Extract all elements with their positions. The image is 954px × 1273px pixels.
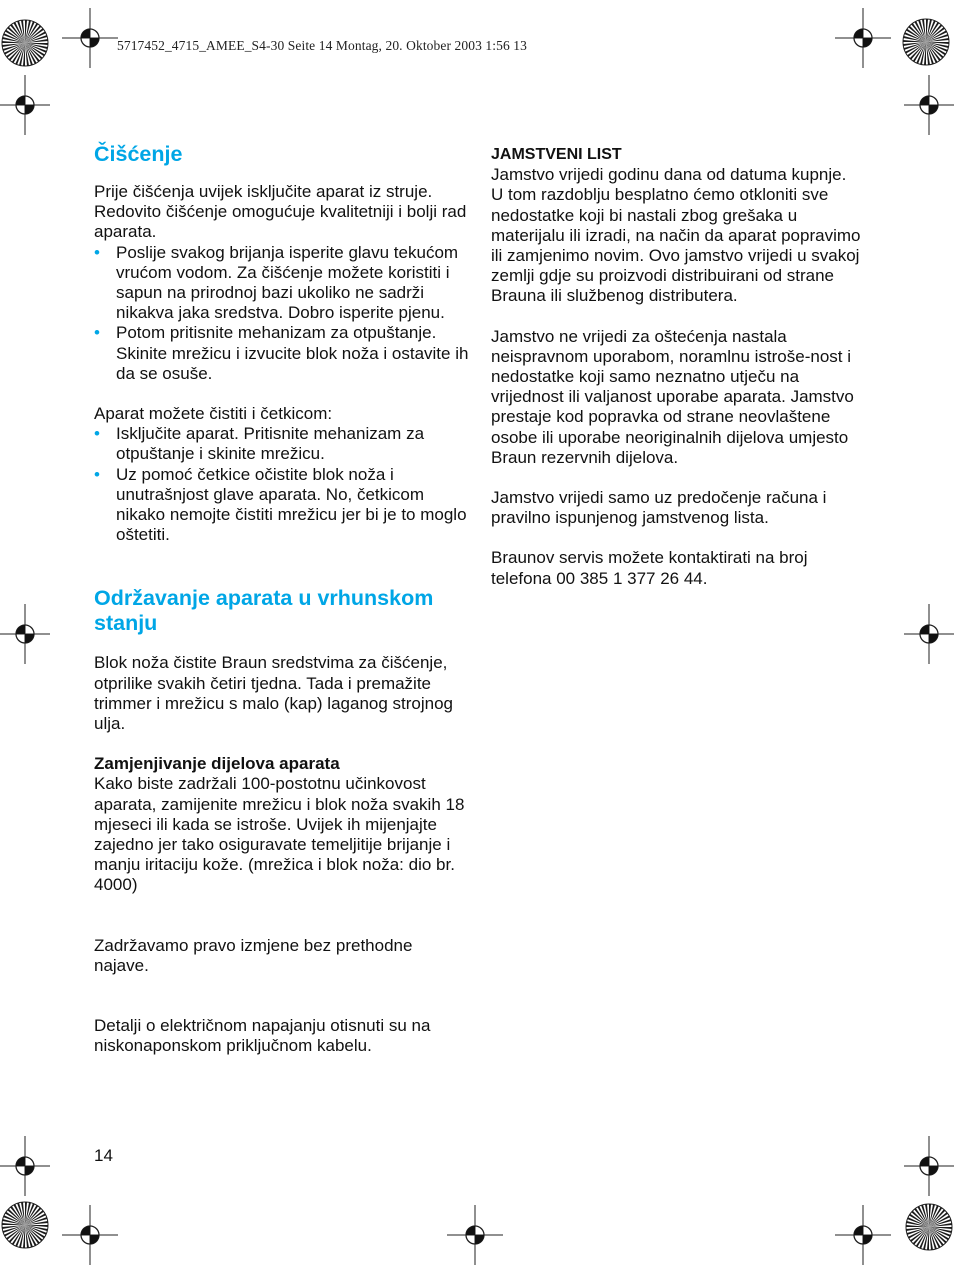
registration-mark-top-left-starburst: [0, 18, 50, 68]
warranty-paragraph-4: Braunov servis možete kontaktirati na broj telefona 00 385 1 377 26 44.: [491, 548, 808, 588]
changes-note: Zadržavamo pravo izmjene bez prethodne najave.: [94, 935, 413, 975]
brush-bullet-list: [94, 424, 469, 545]
registration-mark-bottom-right-starburst: [904, 1202, 954, 1252]
list-item: • Uz pomoć četkice očistite blok noža i unutrašnjost glave aparata. No, četkicom nikako nemojte čistiti mrežicu jer bi je to moglo oštetiti.: [94, 465, 469, 546]
crosshair-mark-left-top: [0, 75, 50, 135]
right-column: [491, 145, 861, 589]
crosshair-mark-bottom-2: [835, 1205, 891, 1265]
electrical-note: Detalji o električnom napajanju otisnuti su na niskonaponskom priključnom kabelu.: [94, 1016, 431, 1056]
maintenance-text: Blok noža čistite Braun sredstvima za čišćenje, otprilike svakih četiri tjedna. Tada i premažite trimmer i mrežicu s malo (kap) laganog strojnog ulja.: [94, 653, 454, 734]
crosshair-mark-left-bottom: [0, 1136, 50, 1196]
crosshair-mark-right-bottom: [904, 1136, 954, 1196]
crosshair-mark-right-top: [904, 75, 954, 135]
warranty-paragraph-3: Jamstvo vrijedi samo uz predočenje računa i pravilno ispunjenog jamstvenog lista.: [491, 488, 827, 528]
parts-replacement-text: Kako biste zadržali 100-postotnu učinkovost aparata, zamijenite mrežicu i blok noža svakih 18 mjeseci ili kada se istroše. Uvijek ih mijenjajte zajedno jer tako osiguravate temeljitije brijanje i manju iritaciju kože. (mrežica i blok noža: dio br. 4000): [94, 774, 465, 895]
cleaning-bullet-list: [94, 243, 469, 384]
warranty-paragraph-1: Jamstvo vrijedi godinu dana od datuma kupnje. U tom razdoblju besplatno ćemo otkloniti sve nedostatke koji bi nastali zbog grešaka u materijalu ili izradi, na način da aparat popravimo ili zamjenimo novim. Ovo jamstvo vrijedi u svakoj zemlji gdje su proizvodi distribuirani od strane Brauna ili službenog distributera.: [491, 165, 861, 306]
crosshair-mark-left-middle: [0, 604, 50, 664]
left-column: [94, 142, 469, 1057]
print-slug: 5717452_4715_AMEE_S4-30 Seite 14 Montag, 20. Oktober 2003 1:56 13: [117, 38, 527, 53]
list-item: • Poslije svakog brijanja isperite glavu tekućom vrućom vodom. Za čišćenje možete koristiti i sapun na prirodnoj bazi ukoliko ne sadrži nikakva jaka sredstva. Dobro isperite pjenu.: [94, 243, 469, 324]
warranty-title: JAMSTVENI LIST: [491, 146, 622, 163]
page-number: 14: [94, 1146, 113, 1165]
registration-mark-bottom-left-starburst: [0, 1200, 50, 1250]
brush-intro: Aparat možete čistiti i četkicom:: [94, 404, 333, 424]
list-item: • Isključite aparat. Pritisnite mehanizam za otpuštanje i skinite mrežicu.: [94, 424, 469, 464]
warranty-paragraph-2: Jamstvo ne vrijedi za oštećenja nastala neispravnom uporabom, noramlnu istroše-nost i nedostatke koji samo neznatno utječu na vrijednost ili valjanost uporabe aparata. Jamstvo prestaje kod popravka od strane neovlaštene osobe ili uporabe neoriginalnih dijelova umjesto Braun rezervnih dijelova.: [491, 326, 854, 467]
cleaning-intro: Prije čišćenja uvijek isključite aparat iz struje. Redovito čišćenje omogućuje kvalitetniji i bolji rad aparata.: [94, 182, 467, 242]
crosshair-mark-bottom-center: [447, 1205, 503, 1265]
list-item: • Potom pritisnite mehanizam za otpuštanje. Skinite mrežicu i izvucite blok noža i ostavite ih da se osuše.: [94, 323, 469, 384]
registration-mark-top-right-starburst: [901, 17, 951, 67]
crosshair-mark-bottom-1: [62, 1205, 118, 1265]
crosshair-mark-top-2: [835, 8, 891, 68]
section-heading-cleaning: Čišćenje: [94, 142, 183, 166]
crosshair-mark-right-middle: [904, 604, 954, 664]
parts-replacement-title: Zamjenjivanje dijelova aparata: [94, 754, 340, 774]
crosshair-mark-top-1: [62, 8, 118, 68]
section-heading-maintenance: Održavanje aparata u vrhunskom stanju: [94, 586, 434, 636]
